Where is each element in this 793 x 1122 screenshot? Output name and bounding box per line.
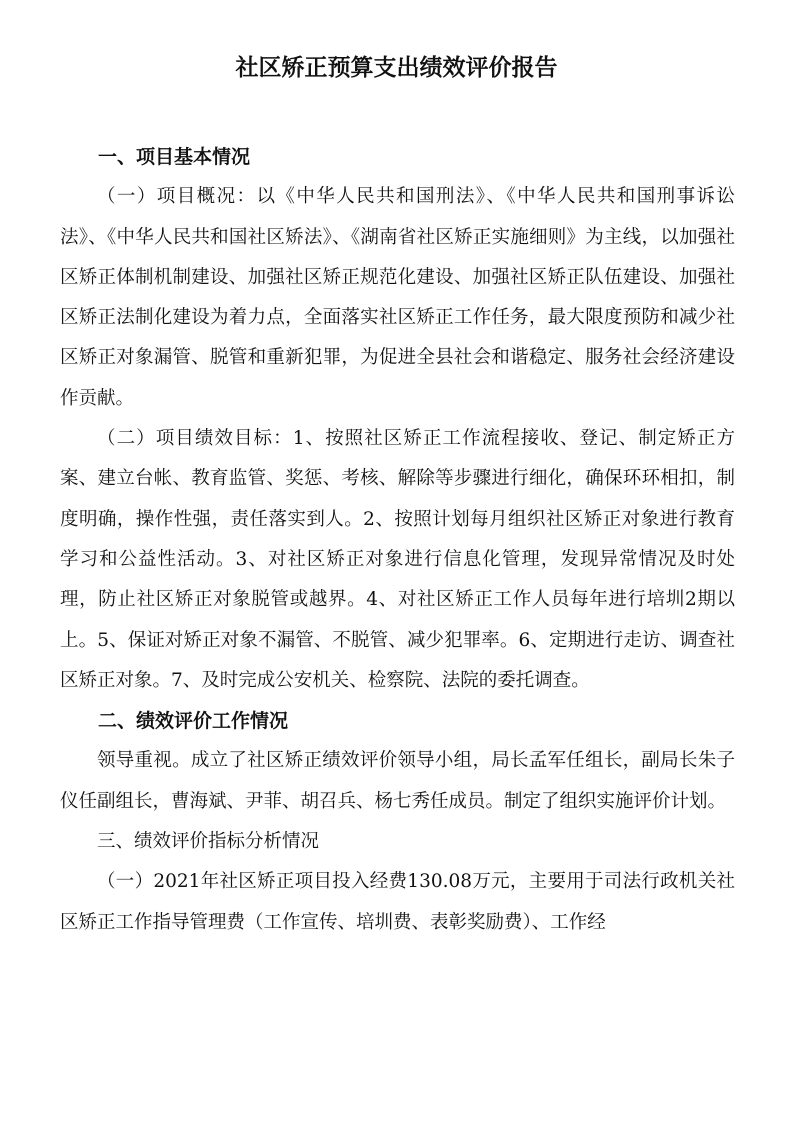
section1-heading: 一、项目基本情况 <box>98 146 251 168</box>
section2-paragraph: 领导重视。成立了社区矫正绩效评价领导小组，局长孟军任组长，副局长朱子仪任副组长，曹海斌、尹菲、胡召兵、杨七秀任成员。制定了组织实施评价计划。 <box>60 750 735 812</box>
document-body <box>60 137 735 943</box>
section3-heading: 三、绩效评价指标分析情况 <box>97 831 320 853</box>
section1-paragraph-overview: （一）项目概况：以《中华人民共和国刑法》、《中华人民共和国刑事诉讼法》、《中华人民共和国社区矫法》、《湖南省社区矫正实施细则》为主线，以加强社区矫正体制机制建设、加强社区矫正规范化建设、加强社区矫正队伍建设、加强社区矫正法制化建设为着力点，全面落实社区矫正工作任务，最大限度预防和减少社区矫正对象漏管、脱管和重新犯罪，为促进全县社会和谐稳定、服务社会经济建设作贡献。 <box>60 186 735 409</box>
section3-paragraph: （一）2021年社区矫正项目投入经费130.08万元，主要用于司法行政机关社区矫正工作指导管理费（工作宣传、培圳费、表彰奖励费）、工作经 <box>60 871 735 933</box>
section2-heading: 二、绩效评价工作情况 <box>98 710 289 733</box>
section1-paragraph-goals: （二）项目绩效目标：1、按照社区矫正工作流程接收、登记、制定矫正方案、建立台帐、教育监管、奖惩、考核、解除等步骤进行细化，确保环环相扣，制度明确，操作性强，责任落实到人。2、按照计划每月组织社区矫正对象进行教育学习和公益性活动。3、对社区矫正对象进行信息化管理，发现异常情况及时处理，防止社区矫正对象脱管或越界。4、对社区矫正工作人员每年进行培圳2期以上。5、保证对矫正对象不漏管、不脱管、减少犯罪率。6、定期进行走访、调查社区矫正对象。7、及时完成公安机关、检察院、法院的委托调查。 <box>60 428 735 691</box>
document-title: 社区矫正预算支出绩效评价报告 <box>235 55 558 81</box>
